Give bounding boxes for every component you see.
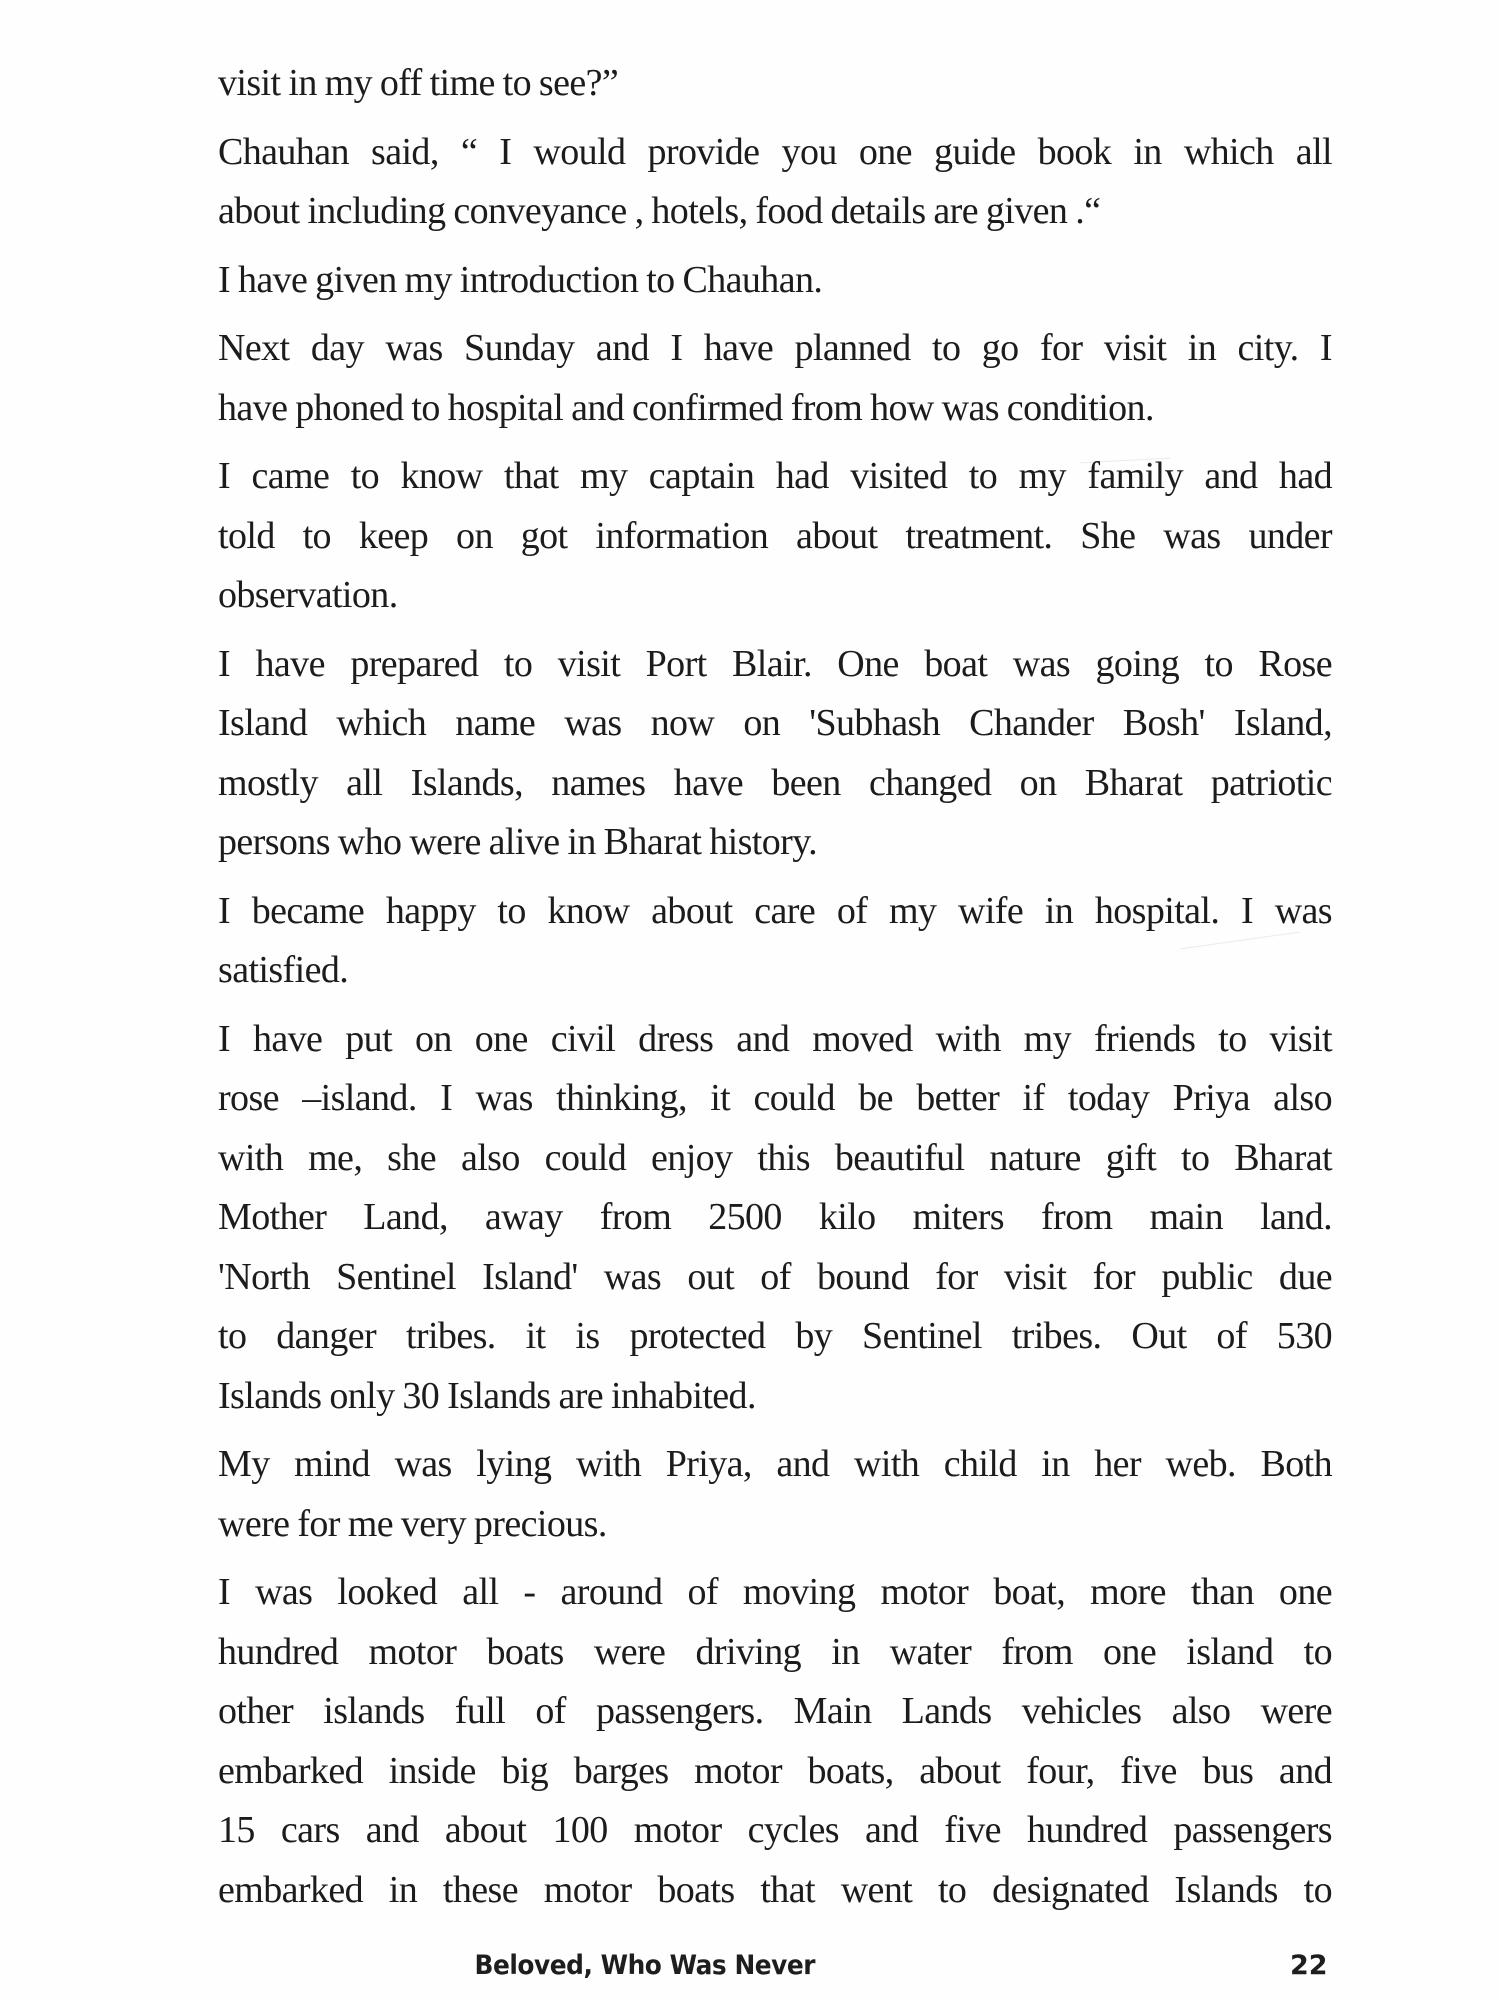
paragraph: [218, 1563, 1332, 1920]
text-line: embarked inside big barges motor boats, about four, five bus and: [218, 1749, 1332, 1792]
paragraph: [218, 251, 1332, 311]
paragraph: [218, 447, 1332, 626]
text-line: with me, she also could enjoy this beautiful nature gift to Bharat: [218, 1136, 1332, 1179]
body-text: [218, 54, 1332, 1929]
text-line: I have given my introduction to Chauhan.: [218, 258, 823, 301]
text-line: satisfied.: [218, 949, 349, 991]
paragraph: [218, 1010, 1332, 1427]
running-footer-book-title: Beloved, Who Was Never: [474, 1950, 816, 1981]
text-line: rose –island. I was thinking, it could be better if today Priya also: [218, 1077, 1332, 1119]
text-line: hundred motor boats were driving in water from one island to: [218, 1630, 1332, 1673]
text-line: I came to know that my captain had visited to my family and had: [218, 455, 1332, 497]
paragraph: [218, 319, 1332, 438]
text-line: Next day was Sunday and I have planned to go for visit in city. I: [218, 327, 1332, 369]
text-line: I was looked all - around of moving motor boat, more than one: [218, 1571, 1332, 1613]
text-line: Mother Land, away from 2500 kilo miters from main land.: [218, 1196, 1332, 1238]
paragraph: [218, 882, 1332, 1001]
text-line: Chauhan said, “ I would provide you one guide book in which all: [218, 130, 1332, 173]
text-line: My mind was lying with Priya, and with child in her web. Both: [218, 1443, 1332, 1485]
paragraph: [218, 54, 1332, 114]
text-line: about including conveyance , hotels, food details are given .“: [218, 190, 1101, 232]
page-number: 22: [1290, 1950, 1328, 1981]
text-line: Islands only 30 Islands are inhabited.: [218, 1374, 756, 1417]
text-line: 15 cars and about 100 motor cycles and five hundred passengers: [218, 1809, 1332, 1851]
text-line: told to keep on got information about treatment. She was under: [218, 514, 1332, 557]
text-line: mostly all Islands, names have been changed on Bharat patriotic: [218, 761, 1332, 804]
text-line: to danger tribes. it is protected by Sentinel tribes. Out of 530: [218, 1315, 1332, 1357]
text-line: embarked in these motor boats that went to designated Islands to: [218, 1868, 1332, 1911]
paragraph: [218, 1435, 1332, 1554]
text-line: 'North Sentinel Island' was out of bound for visit for public due: [218, 1255, 1332, 1298]
text-line: have phoned to hospital and confirmed from how was condition.: [218, 386, 1154, 429]
text-line: Island which name was now on 'Subhash Chander Bosh' Island,: [218, 702, 1332, 744]
text-line: other islands full of passengers. Main Lands vehicles also were: [218, 1690, 1332, 1732]
text-line: I became happy to know about care of my wife in hospital. I was: [218, 889, 1332, 932]
text-line: persons who were alive in Bharat history.: [218, 821, 818, 863]
text-line: observation.: [218, 574, 398, 616]
text-line: I have prepared to visit Port Blair. One boat was going to Rose: [218, 642, 1332, 685]
text-line: visit in my off time to see?”: [218, 62, 619, 104]
text-line: I have put on one civil dress and moved with my friends to visit: [218, 1017, 1332, 1060]
paragraph: [218, 635, 1332, 873]
paragraph: [218, 123, 1332, 242]
text-line: were for me very precious.: [218, 1502, 607, 1545]
